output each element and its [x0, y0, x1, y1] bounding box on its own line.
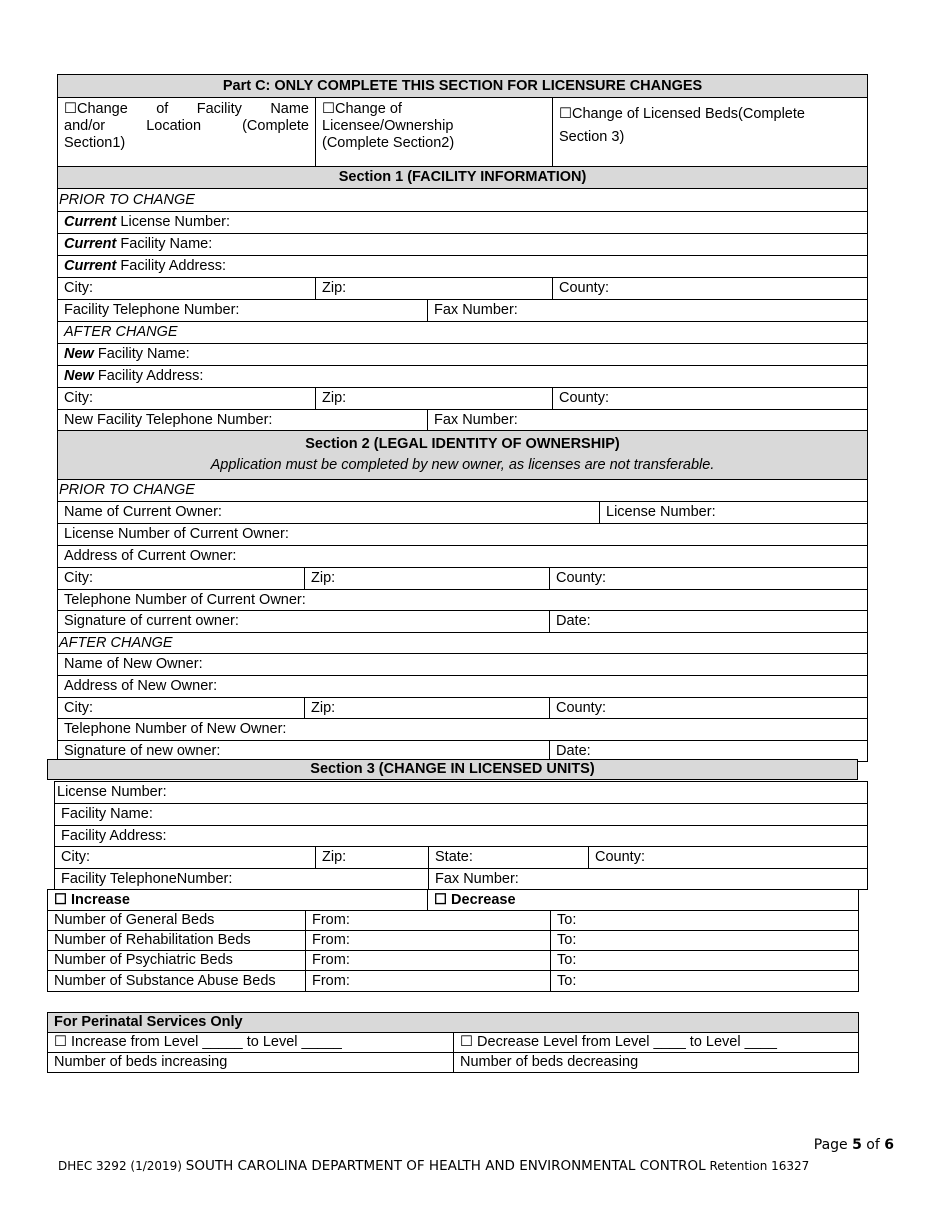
- current-label: Current: [64, 236, 117, 252]
- facility-name-label: Facility Name:: [93, 346, 190, 362]
- substance-abuse-beds-to-field[interactable]: To:: [551, 971, 859, 992]
- section1-title: Section 1 (FACILITY INFORMATION): [58, 167, 868, 189]
- current-license-number-field[interactable]: [58, 212, 868, 234]
- option1-line1: ☐Change of Facility Name: [64, 101, 309, 117]
- owner-city-field[interactable]: City:: [58, 568, 305, 590]
- beds-decreasing-field[interactable]: Number of beds decreasing: [454, 1053, 859, 1073]
- owner-zip-field[interactable]: Zip:: [305, 568, 550, 590]
- new-owner-date-field[interactable]: Date:: [550, 741, 868, 762]
- zip-field[interactable]: Zip:: [316, 278, 553, 300]
- psychiatric-beds-to-field[interactable]: To:: [551, 951, 859, 971]
- facility-name-label: Facility Name:: [116, 236, 213, 252]
- new-facility-address-field[interactable]: [58, 366, 868, 388]
- page-number: [814, 1137, 894, 1153]
- department-name: SOUTH CAROLINA DEPARTMENT OF HEALTH AND ENVIRONMENTAL CONTROL: [185, 1158, 706, 1174]
- new-owner-address-field[interactable]: Address of New Owner:: [58, 676, 868, 698]
- s3-state-field[interactable]: State:: [429, 847, 589, 869]
- s3-facility-address-field[interactable]: Facility Address:: [55, 826, 868, 847]
- s3-county-field[interactable]: County:: [589, 847, 868, 869]
- beds-increasing-field[interactable]: Number of beds increasing: [48, 1053, 454, 1073]
- section2-table: [57, 430, 868, 762]
- s3-facility-name-field[interactable]: Facility Name:: [55, 804, 868, 826]
- s3-telephone-field[interactable]: Facility TelephoneNumber:: [55, 869, 429, 890]
- new-owner-phone-field[interactable]: Telephone Number of New Owner:: [58, 719, 868, 741]
- option2-line3: (Complete Section2): [322, 135, 455, 151]
- increase-checkbox[interactable]: ☐ Increase: [48, 890, 428, 911]
- decrease-checkbox[interactable]: ☐ Decrease: [428, 890, 859, 911]
- current-owner-phone-field[interactable]: Telephone Number of Current Owner:: [58, 590, 868, 611]
- form-code: DHEC 3292 (1/2019): [58, 1159, 186, 1173]
- s3-license-number-field[interactable]: License Number:: [55, 782, 868, 804]
- s3-fax-field[interactable]: Fax Number:: [429, 869, 868, 890]
- section3-table: [54, 781, 868, 890]
- section3-header-table: [47, 759, 858, 780]
- new-facility-name-field[interactable]: [58, 344, 868, 366]
- general-beds-from-field[interactable]: From:: [306, 911, 551, 931]
- part-c-title: Part C: ONLY COMPLETE THIS SECTION FOR LICENSURE CHANGES: [58, 75, 868, 98]
- section2-header: [58, 431, 868, 480]
- owner-license-number-field[interactable]: License Number:: [600, 502, 868, 524]
- current-facility-name-field[interactable]: [58, 234, 868, 256]
- facility-address-label: Facility Address:: [93, 368, 204, 384]
- new-owner-signature-field[interactable]: Signature of new owner:: [58, 741, 550, 762]
- increase-level-checkbox[interactable]: ☐ Increase from Level _____ to Level _____: [48, 1033, 454, 1053]
- current-owner-date-field[interactable]: Date:: [550, 611, 868, 633]
- new-owner-city-field[interactable]: City:: [58, 698, 305, 719]
- new-label: New: [64, 346, 94, 362]
- new-fax-field[interactable]: Fax Number:: [428, 410, 868, 431]
- page-total: 6: [884, 1137, 894, 1153]
- option2-line2: Licensee/Ownership: [322, 118, 454, 134]
- facility-address-label: Facility Address:: [116, 258, 226, 274]
- general-beds-to-field[interactable]: To:: [551, 911, 859, 931]
- current-label: Current: [64, 258, 117, 274]
- current-owner-signature-field[interactable]: Signature of current owner:: [58, 611, 550, 633]
- current-owner-address-field[interactable]: Address of Current Owner:: [58, 546, 868, 568]
- current-label: Current: [64, 214, 117, 230]
- new-owner-county-field[interactable]: County:: [550, 698, 868, 719]
- current-owner-license-field[interactable]: License Number of Current Owner:: [58, 524, 868, 546]
- page-prefix: Page: [813, 1137, 853, 1153]
- rehabilitation-beds-to-field[interactable]: To:: [551, 931, 859, 951]
- psychiatric-beds-label: Number of Psychiatric Beds: [48, 951, 306, 971]
- change-beds-option[interactable]: [553, 98, 868, 167]
- city-field[interactable]: City:: [58, 278, 316, 300]
- option1-line2: and/or Location (Complete: [64, 118, 309, 134]
- option3-line2: Section 3): [559, 129, 625, 145]
- option2-line1: ☐Change of: [322, 101, 402, 117]
- substance-abuse-beds-label: Number of Substance Abuse Beds: [48, 971, 306, 992]
- fax-field[interactable]: Fax Number:: [428, 300, 868, 322]
- s1-after-label: AFTER CHANGE: [58, 322, 868, 344]
- section2-title: Section 2 (LEGAL IDENTITY OF OWNERSHIP): [305, 436, 620, 452]
- form-footer: [58, 1158, 809, 1174]
- page-current: 5: [852, 1137, 862, 1153]
- section3-title: Section 3 (CHANGE IN LICENSED UNITS): [48, 760, 858, 780]
- rehabilitation-beds-from-field[interactable]: From:: [306, 931, 551, 951]
- owner-county-field[interactable]: County:: [550, 568, 868, 590]
- new-county-field[interactable]: County:: [553, 388, 868, 410]
- s3-city-field[interactable]: City:: [55, 847, 316, 869]
- new-owner-name-field[interactable]: Name of New Owner:: [58, 654, 868, 676]
- facility-telephone-field[interactable]: Facility Telephone Number:: [58, 300, 428, 322]
- current-owner-name-field[interactable]: Name of Current Owner:: [58, 502, 600, 524]
- section2-subtitle: Application must be completed by new owner, as licenses are not transferable.: [210, 457, 715, 473]
- substance-abuse-beds-from-field[interactable]: From:: [306, 971, 551, 992]
- psychiatric-beds-from-field[interactable]: From:: [306, 951, 551, 971]
- option1-line3: Section1): [64, 135, 126, 151]
- general-beds-label: Number of General Beds: [48, 911, 306, 931]
- perinatal-title: For Perinatal Services Only: [48, 1013, 859, 1033]
- new-city-field[interactable]: City:: [58, 388, 316, 410]
- option3-line1: ☐Change of Licensed Beds(Complete: [559, 106, 805, 122]
- current-facility-address-field[interactable]: [58, 256, 868, 278]
- license-number-label: License Number:: [116, 214, 231, 230]
- page-of: of: [861, 1137, 885, 1153]
- decrease-level-checkbox[interactable]: ☐ Decrease Level from Level ____ to Level ____: [454, 1033, 859, 1053]
- change-facility-name-option[interactable]: [58, 98, 316, 167]
- new-zip-field[interactable]: Zip:: [316, 388, 553, 410]
- s1-prior-label: PRIOR TO CHANGE: [58, 189, 868, 212]
- change-licensee-option[interactable]: [316, 98, 553, 167]
- new-owner-zip-field[interactable]: Zip:: [305, 698, 550, 719]
- perinatal-table: [47, 1012, 859, 1073]
- county-field[interactable]: County:: [553, 278, 868, 300]
- beds-table: [47, 889, 859, 992]
- new-facility-telephone-field[interactable]: New Facility Telephone Number:: [58, 410, 428, 431]
- s3-zip-field[interactable]: Zip:: [316, 847, 429, 869]
- retention-code: Retention 16327: [705, 1159, 810, 1173]
- rehabilitation-beds-label: Number of Rehabilitation Beds: [48, 931, 306, 951]
- section1-table: [57, 74, 868, 431]
- s2-prior-label: PRIOR TO CHANGE: [58, 480, 868, 502]
- s2-after-label: AFTER CHANGE: [58, 633, 868, 654]
- new-label: New: [64, 368, 94, 384]
